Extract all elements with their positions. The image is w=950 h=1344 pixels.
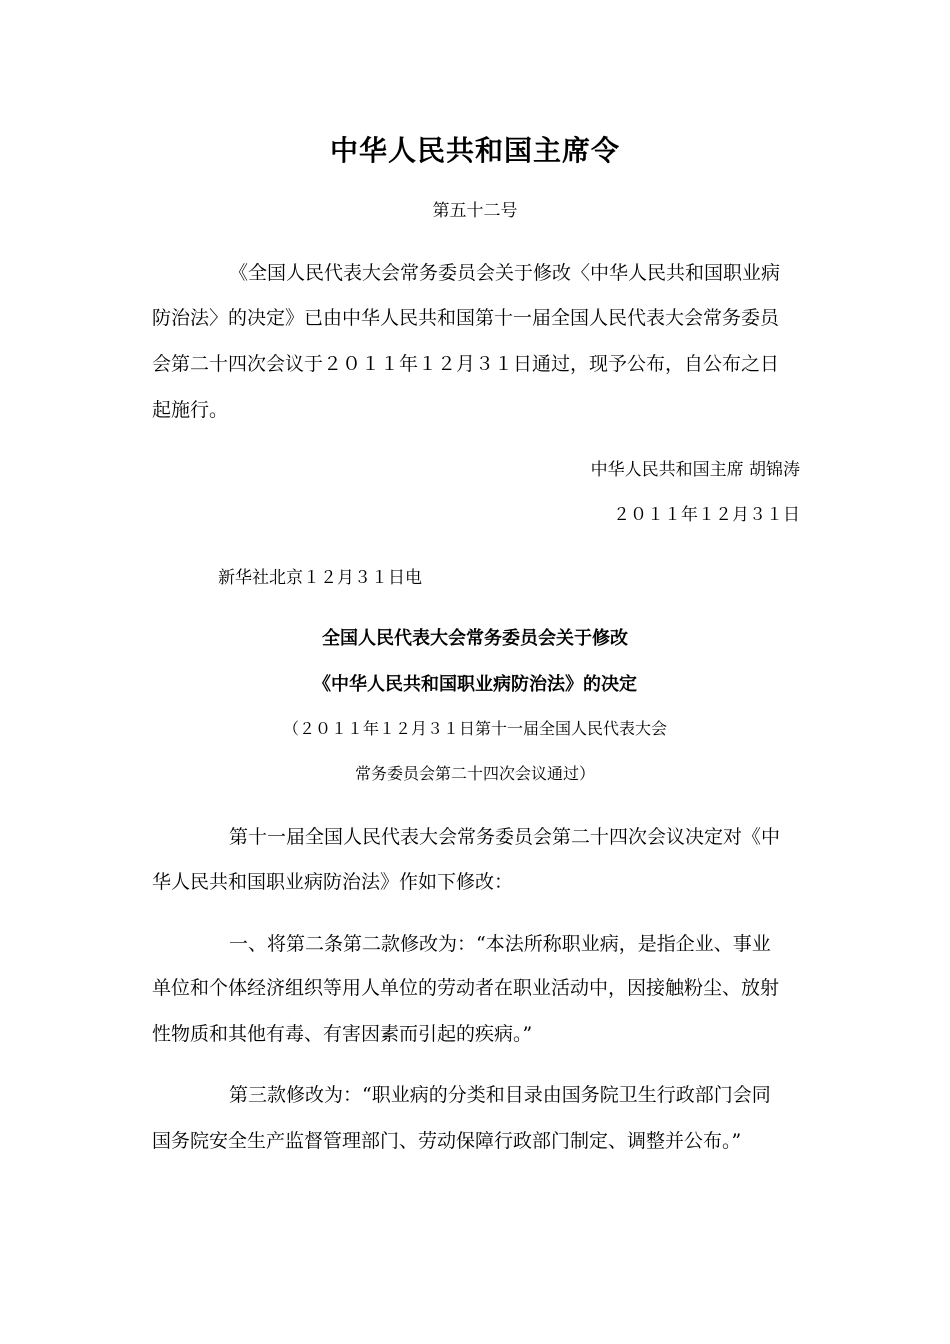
- order-number: 第五十二号: [432, 201, 518, 221]
- signature-date: ２０１１年１２月３１日: [613, 505, 800, 525]
- item2-paragraph-line: 国务院安全生产监督管理部门、劳动保障行政部门制定、调整并公布。”: [152, 1130, 742, 1152]
- intro-paragraph-line: 第十一届全国人民代表大会常务委员会第二十四次会议决定对《中: [229, 826, 781, 848]
- item1-paragraph-line: 性物质和其他有毒、有害因素而引起的疾病。”: [152, 1023, 533, 1045]
- decision-title-line: 《中华人民共和国职业病防治法》的决定: [313, 674, 637, 695]
- page-title: 中华人民共和国主席令: [329, 134, 620, 167]
- decree-paragraph-line: 起施行。: [152, 399, 229, 421]
- item1-paragraph-line: 一、将第二条第二款修改为：“本法所称职业病，是指企业、事业: [229, 933, 771, 955]
- item2-paragraph-line: 第三款修改为：“职业病的分类和目录由国务院卫生行政部门会同: [229, 1084, 771, 1106]
- decree-paragraph-line: 会第二十四次会议于２０１１年１２月３１日通过，现予公布，自公布之日: [152, 353, 780, 375]
- signature: 中华人民共和国主席 胡锦涛: [590, 460, 800, 480]
- item1-paragraph-line: 单位和个体经济组织等用人单位的劳动者在职业活动中，因接触粉尘、放射: [152, 977, 780, 999]
- news-dateline: 新华社北京１２月３１日电: [218, 568, 422, 588]
- intro-paragraph-line: 华人民共和国职业病防治法》作如下修改：: [152, 871, 514, 893]
- decision-note-line: 常务委员会第二十四次会议通过）: [354, 764, 595, 783]
- decision-title-line: 全国人民代表大会常务委员会关于修改: [322, 628, 628, 649]
- decree-paragraph-line: 防治法〉的决定》已由中华人民共和国第十一届全国人民代表大会常务委员: [152, 307, 780, 329]
- decision-note-line: （２０１１年１２月３１日第十一届全国人民代表大会: [282, 719, 667, 738]
- decree-paragraph-line: 《全国人民代表大会常务委员会关于修改〈中华人民共和国职业病: [229, 262, 781, 284]
